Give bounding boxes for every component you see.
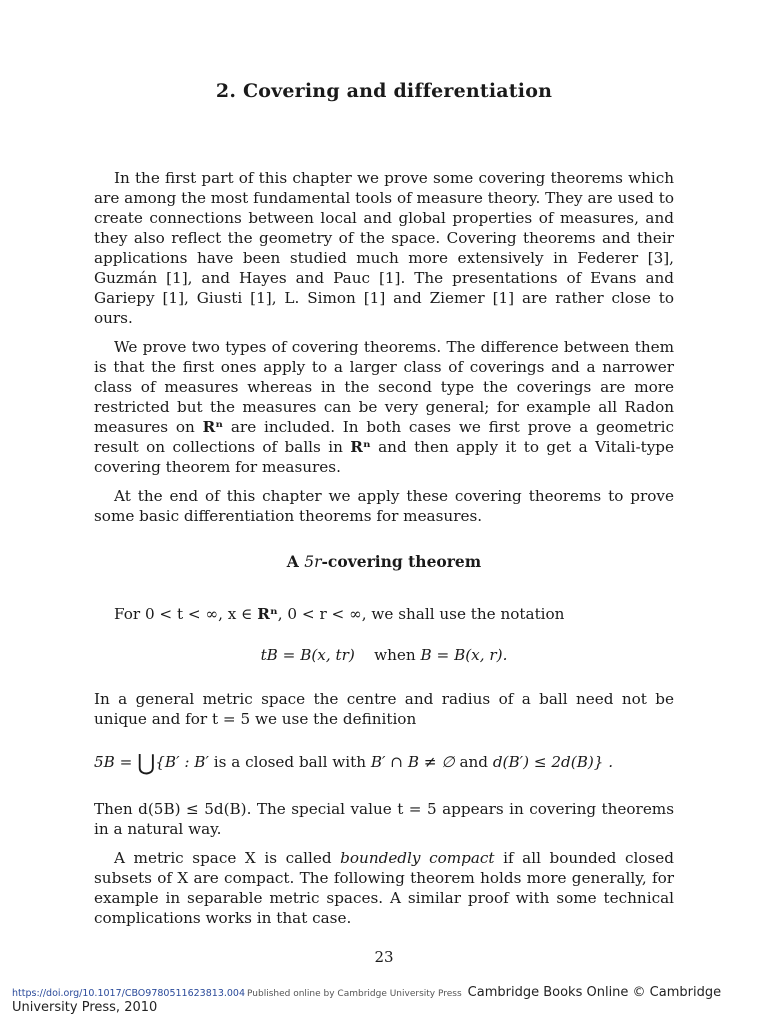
- rn-symbol: Rⁿ: [202, 418, 224, 436]
- intro-paragraph-3: At the end of this chapter we apply these covering theorems to prove some basic differentiation theorems for measures.: [94, 487, 674, 525]
- section-title: [0, 552, 768, 571]
- section-title-suffix: -covering theorem: [321, 552, 482, 571]
- rn-symbol: Rⁿ: [257, 605, 278, 623]
- display2-set-c: d(B′) ≤ 2d(B)} .: [488, 753, 614, 771]
- metric-part-b: if all bounded closed subsets of X are compact. The following theorem holds more generally, for example in separable metric spaces. A similar proof with some technical complications works in that case.: [94, 849, 674, 927]
- notation-part-b: , 0 < r < ∞, we shall use the notation: [277, 605, 565, 623]
- notation-part-a: For 0 < t < ∞, x ∈: [114, 605, 258, 623]
- footer: [12, 985, 752, 1015]
- doi-link[interactable]: https://doi.org/10.1017/CBO9780511623813.004: [12, 988, 246, 999]
- intro-paragraph-1: In the first part of this chapter we prove some covering theorems which are among the most fundamental tools of measure theory. They are used to create connections between local and global properties of measures, and they also reflect the geometry of the space. Covering theorems and their applications have been studied much more extensively in Federer [3], Guzmán [1], and Hayes and Pauc [1]. The presentations of Evans and Gariepy [1], Giusti [1], L. Simon [1] and Ziemer [1] are rather close to ours.: [94, 169, 674, 327]
- display2-set-text: is a closed ball with: [213, 753, 367, 771]
- intro-paragraph-2: [94, 337, 674, 477]
- intro-paragraph-2-part-a: We prove two types of covering theorems. The difference between them is that the first ones apply to a larger class of coverings and a narrower class of measures whereas in the second type the coverings are more restricted but the measures can be very general; for example all Radon measures on: [94, 338, 674, 436]
- display2-set-a: {B′ : B′: [155, 753, 214, 771]
- intro-paragraph-2-part-b: are included. In both cases we first prove a geometric result on collections of balls in: [94, 418, 674, 456]
- published-online-text: Published online by Cambridge University Press: [247, 989, 462, 999]
- page-number: 23: [374, 948, 394, 966]
- copyright-text: Cambridge Books Online © Cambridge University Press, 2010: [12, 985, 722, 1015]
- section-title-math: 5r: [304, 553, 322, 571]
- general-metric-paragraph: In a general metric space the centre and radius of a ball need not be unique and for t = 5 we use the definition: [94, 690, 674, 728]
- chapter-title: 2. Covering and differentiation: [215, 80, 553, 102]
- then-paragraph: Then d(5B) ≤ 5d(B). The special value t = 5 appears in covering theorems in a natural way.: [94, 800, 674, 838]
- section-title-prefix: A: [286, 552, 305, 571]
- big-union-symbol: ⋃: [137, 751, 156, 776]
- display2-lhs: 5B =: [94, 753, 138, 771]
- intro-paragraph-2-part-c: and then apply it to get a Vitali-type covering theorem for measures.: [94, 438, 674, 476]
- display2-set-b: B′ ∩ B ≠ ∅: [366, 753, 460, 771]
- display1-rhs: B = B(x, r).: [420, 646, 508, 664]
- rn-symbol: Rⁿ: [350, 438, 371, 456]
- notation-paragraph: [94, 604, 674, 624]
- display-equation-2: [94, 751, 674, 776]
- metric-term: boundedly compact: [340, 849, 495, 867]
- display2-and: and: [459, 753, 488, 771]
- display1-lhs: tB = B(x, tr): [260, 646, 355, 664]
- metric-space-paragraph: [94, 848, 674, 928]
- metric-part-a: A metric space X is called: [114, 849, 341, 867]
- display1-mid: when: [374, 646, 416, 664]
- display-equation-1: [0, 646, 768, 664]
